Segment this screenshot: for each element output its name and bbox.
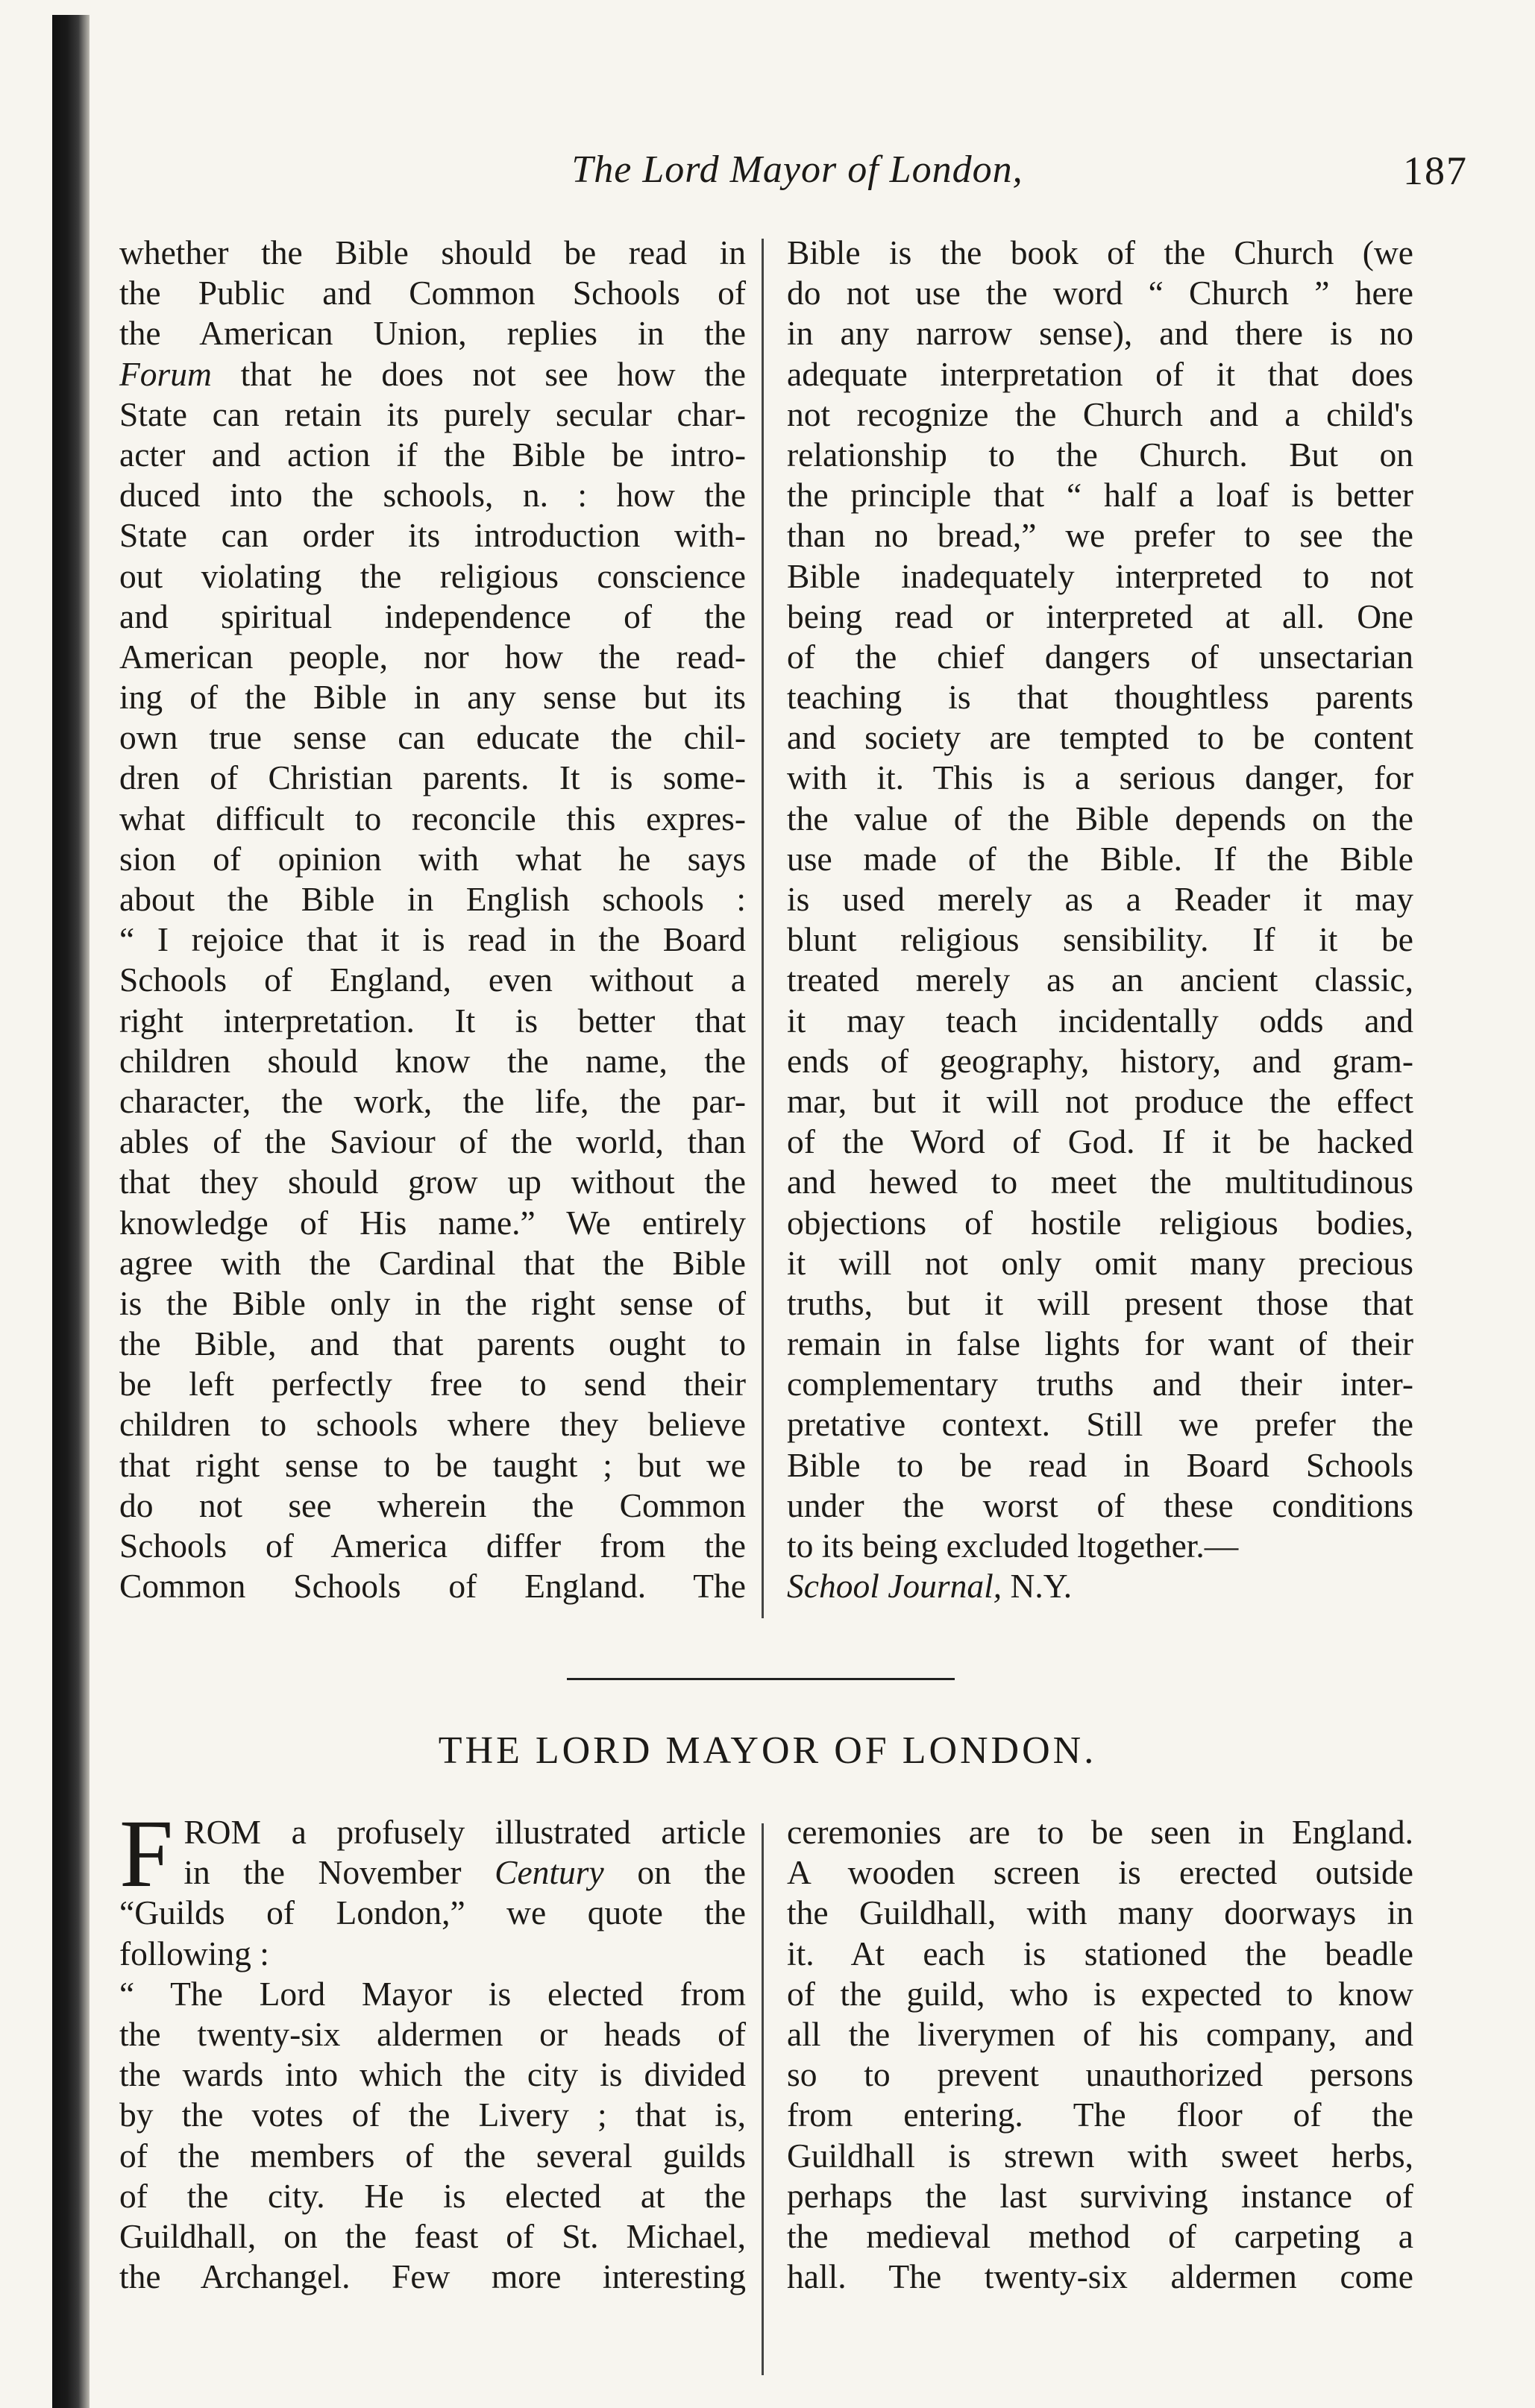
text-line: Guildhall, on the feast of St. Michael,	[119, 2216, 746, 2255]
text-line: so to prevent unauthorized persons	[787, 2055, 1413, 2094]
text-line: sion of opinion with what he says	[119, 839, 746, 878]
text-line: in the November Century on the	[183, 1853, 746, 1892]
text-line: and hewed to meet the multitudinous	[787, 1163, 1413, 1201]
text-line: is the Bible only in the right sense of	[119, 1283, 746, 1322]
text-line: right interpretation. It is better that	[119, 1001, 746, 1040]
text-line: the twenty-six aldermen or heads of	[119, 2014, 746, 2053]
text-line: be left perfectly free to send their	[119, 1365, 746, 1403]
text-line: dren of Christian parents. It is some-	[119, 758, 746, 797]
text-line: that right sense to be taught ; but we	[119, 1445, 746, 1484]
text-line: remain in false lights for want of their	[787, 1324, 1413, 1363]
text-line: the American Union, replies in the	[119, 314, 746, 353]
text-line: objections of hostile religious bodies,	[787, 1203, 1413, 1242]
bottom-right-column	[787, 1812, 1413, 2297]
text-line: the Bible, and that parents ought to	[119, 1324, 746, 1363]
text-line: mar, but it will not produce the effect	[787, 1081, 1413, 1120]
text-line: ROM a profusely illustrated article	[183, 1813, 746, 1851]
text-line: the wards into which the city is divided	[119, 2055, 746, 2094]
column-divider-top	[762, 239, 764, 1618]
text-line: it. At each is stationed the beadle	[787, 1934, 1413, 1972]
text-line: and society are tempted to be content	[787, 718, 1413, 757]
text-line: from entering. The floor of the	[787, 2096, 1413, 2134]
text-line: whether the Bible should be read in	[119, 233, 746, 271]
text-line: it may teach incidentally odds and	[787, 1001, 1413, 1040]
text-line: is used merely as a Reader it may	[787, 880, 1413, 918]
text-line: blunt religious sensibility. If it be	[787, 920, 1413, 959]
book-spine-shadow	[52, 15, 90, 2408]
text-line: duced into the schools, n. : how the	[119, 476, 746, 515]
page-number: 187	[1403, 148, 1468, 193]
section-title: THE LORD MAYOR OF LONDON.	[438, 1729, 1097, 1772]
text-line: of the members of the several guilds	[119, 2136, 746, 2175]
text-line: perhaps the last surviving instance of	[787, 2176, 1413, 2215]
text-line: pretative context. Still we prefer the	[787, 1405, 1413, 1444]
text-line: following :	[119, 1934, 269, 1972]
text-line: “ The Lord Mayor is elected from	[119, 1974, 746, 2013]
text-line: all the liverymen of his company, and	[787, 2014, 1413, 2053]
text-line: use made of the Bible. If the Bible	[787, 839, 1413, 878]
text-line: acter and action if the Bible be intro-	[119, 435, 746, 474]
text-line: the Public and Common Schools of	[119, 274, 746, 312]
text-line: hall. The twenty-six aldermen come	[787, 2257, 1413, 2296]
text-line: about the Bible in English schools :	[119, 880, 746, 918]
column-divider-bottom	[762, 1823, 764, 2375]
text-line: by the votes of the Livery ; that is,	[119, 2096, 746, 2134]
text-line: of the guild, who is expected to know	[787, 1974, 1413, 2013]
text-line: Bible inadequately interpreted to not	[787, 556, 1413, 595]
text-line: relationship to the Church. But on	[787, 435, 1413, 474]
text-line: agree with the Cardinal that the Bible	[119, 1243, 746, 1282]
text-line: that they should grow up without the	[119, 1163, 746, 1201]
page-header	[119, 148, 1475, 200]
source-signature: School Journal, N.Y.	[787, 1567, 1073, 1606]
text-line: ends of geography, history, and gram-	[787, 1041, 1413, 1080]
text-line: children to schools where they believe	[119, 1405, 746, 1444]
text-line: ing of the Bible in any sense but its	[119, 678, 746, 717]
text-line: “Guilds of London,” we quote the	[119, 1893, 746, 1932]
bottom-left-column	[119, 1800, 746, 2297]
text-line: State can retain its purely secular char-	[119, 394, 746, 433]
text-line: ceremonies are to be seen in England.	[787, 1813, 1413, 1851]
text-line: A wooden screen is erected outside	[787, 1853, 1413, 1892]
text-line: of the Word of God. If it be hacked	[787, 1122, 1413, 1161]
top-right-column	[787, 233, 1413, 1606]
text-line: of the chief dangers of unsectarian	[787, 637, 1413, 676]
text-line: being read or interpreted at all. One	[787, 597, 1413, 635]
text-line: Schools of America differ from the	[119, 1527, 746, 1565]
text-line: the principle that “ half a loaf is better	[787, 476, 1413, 515]
text-line: to its being excluded ltogether.—	[787, 1527, 1239, 1565]
drop-cap: F	[119, 1800, 174, 1908]
text-line: of the city. He is elected at the	[119, 2176, 746, 2215]
text-line: it will not only omit many precious	[787, 1243, 1413, 1282]
text-line: adequate interpretation of it that does	[787, 354, 1413, 393]
top-left-column	[119, 233, 746, 1606]
text-line: under the worst of these conditions	[787, 1486, 1413, 1524]
text-line: own true sense can educate the chil-	[119, 718, 746, 757]
text-line: and spiritual independence of the	[119, 597, 746, 635]
running-title: The Lord Mayor of London,	[571, 148, 1023, 191]
text-line: what difficult to reconcile this expres-	[119, 799, 746, 837]
section-rule	[567, 1678, 955, 1680]
text-line: the medieval method of carpeting a	[787, 2216, 1413, 2255]
text-line: Bible to be read in Board Schools	[787, 1445, 1413, 1484]
text-line: State can order its introduction with-	[119, 516, 746, 555]
text-line: children should know the name, the	[119, 1041, 746, 1080]
text-line: the value of the Bible depends on the	[787, 799, 1413, 837]
text-line: than no bread,” we prefer to see the	[787, 516, 1413, 555]
text-line: ables of the Saviour of the world, than	[119, 1122, 746, 1161]
text-line: Guildhall is strewn with sweet herbs,	[787, 2136, 1413, 2175]
text-line: complementary truths and their inter-	[787, 1365, 1413, 1403]
text-line: American people, nor how the read-	[119, 637, 746, 676]
text-line: knowledge of His name.” We entirely	[119, 1203, 746, 1242]
text-line: “ I rejoice that it is read in the Board	[119, 920, 746, 959]
text-line: character, the work, the life, the par-	[119, 1081, 746, 1120]
text-line: Common Schools of England. The	[119, 1567, 746, 1606]
text-line: not recognize the Church and a child's	[787, 394, 1413, 433]
text-line: do not see wherein the Common	[119, 1486, 746, 1524]
text-line: truths, but it will present those that	[787, 1283, 1413, 1322]
text-line: with it. This is a serious danger, for	[787, 758, 1413, 797]
text-line: Forum that he does not see how the	[119, 354, 746, 393]
text-line: do not use the word “ Church ” here	[787, 274, 1413, 312]
text-line: out violating the religious conscience	[119, 556, 746, 595]
text-line: the Archangel. Few more interesting	[119, 2257, 746, 2296]
text-line: in any narrow sense), and there is no	[787, 314, 1413, 353]
text-line: treated merely as an ancient classic,	[787, 961, 1413, 999]
text-line: Bible is the book of the Church (we	[787, 233, 1413, 271]
text-line: the Guildhall, with many doorways in	[787, 1893, 1413, 1932]
text-line: teaching is that thoughtless parents	[787, 678, 1413, 717]
text-line: Schools of England, even without a	[119, 961, 746, 999]
